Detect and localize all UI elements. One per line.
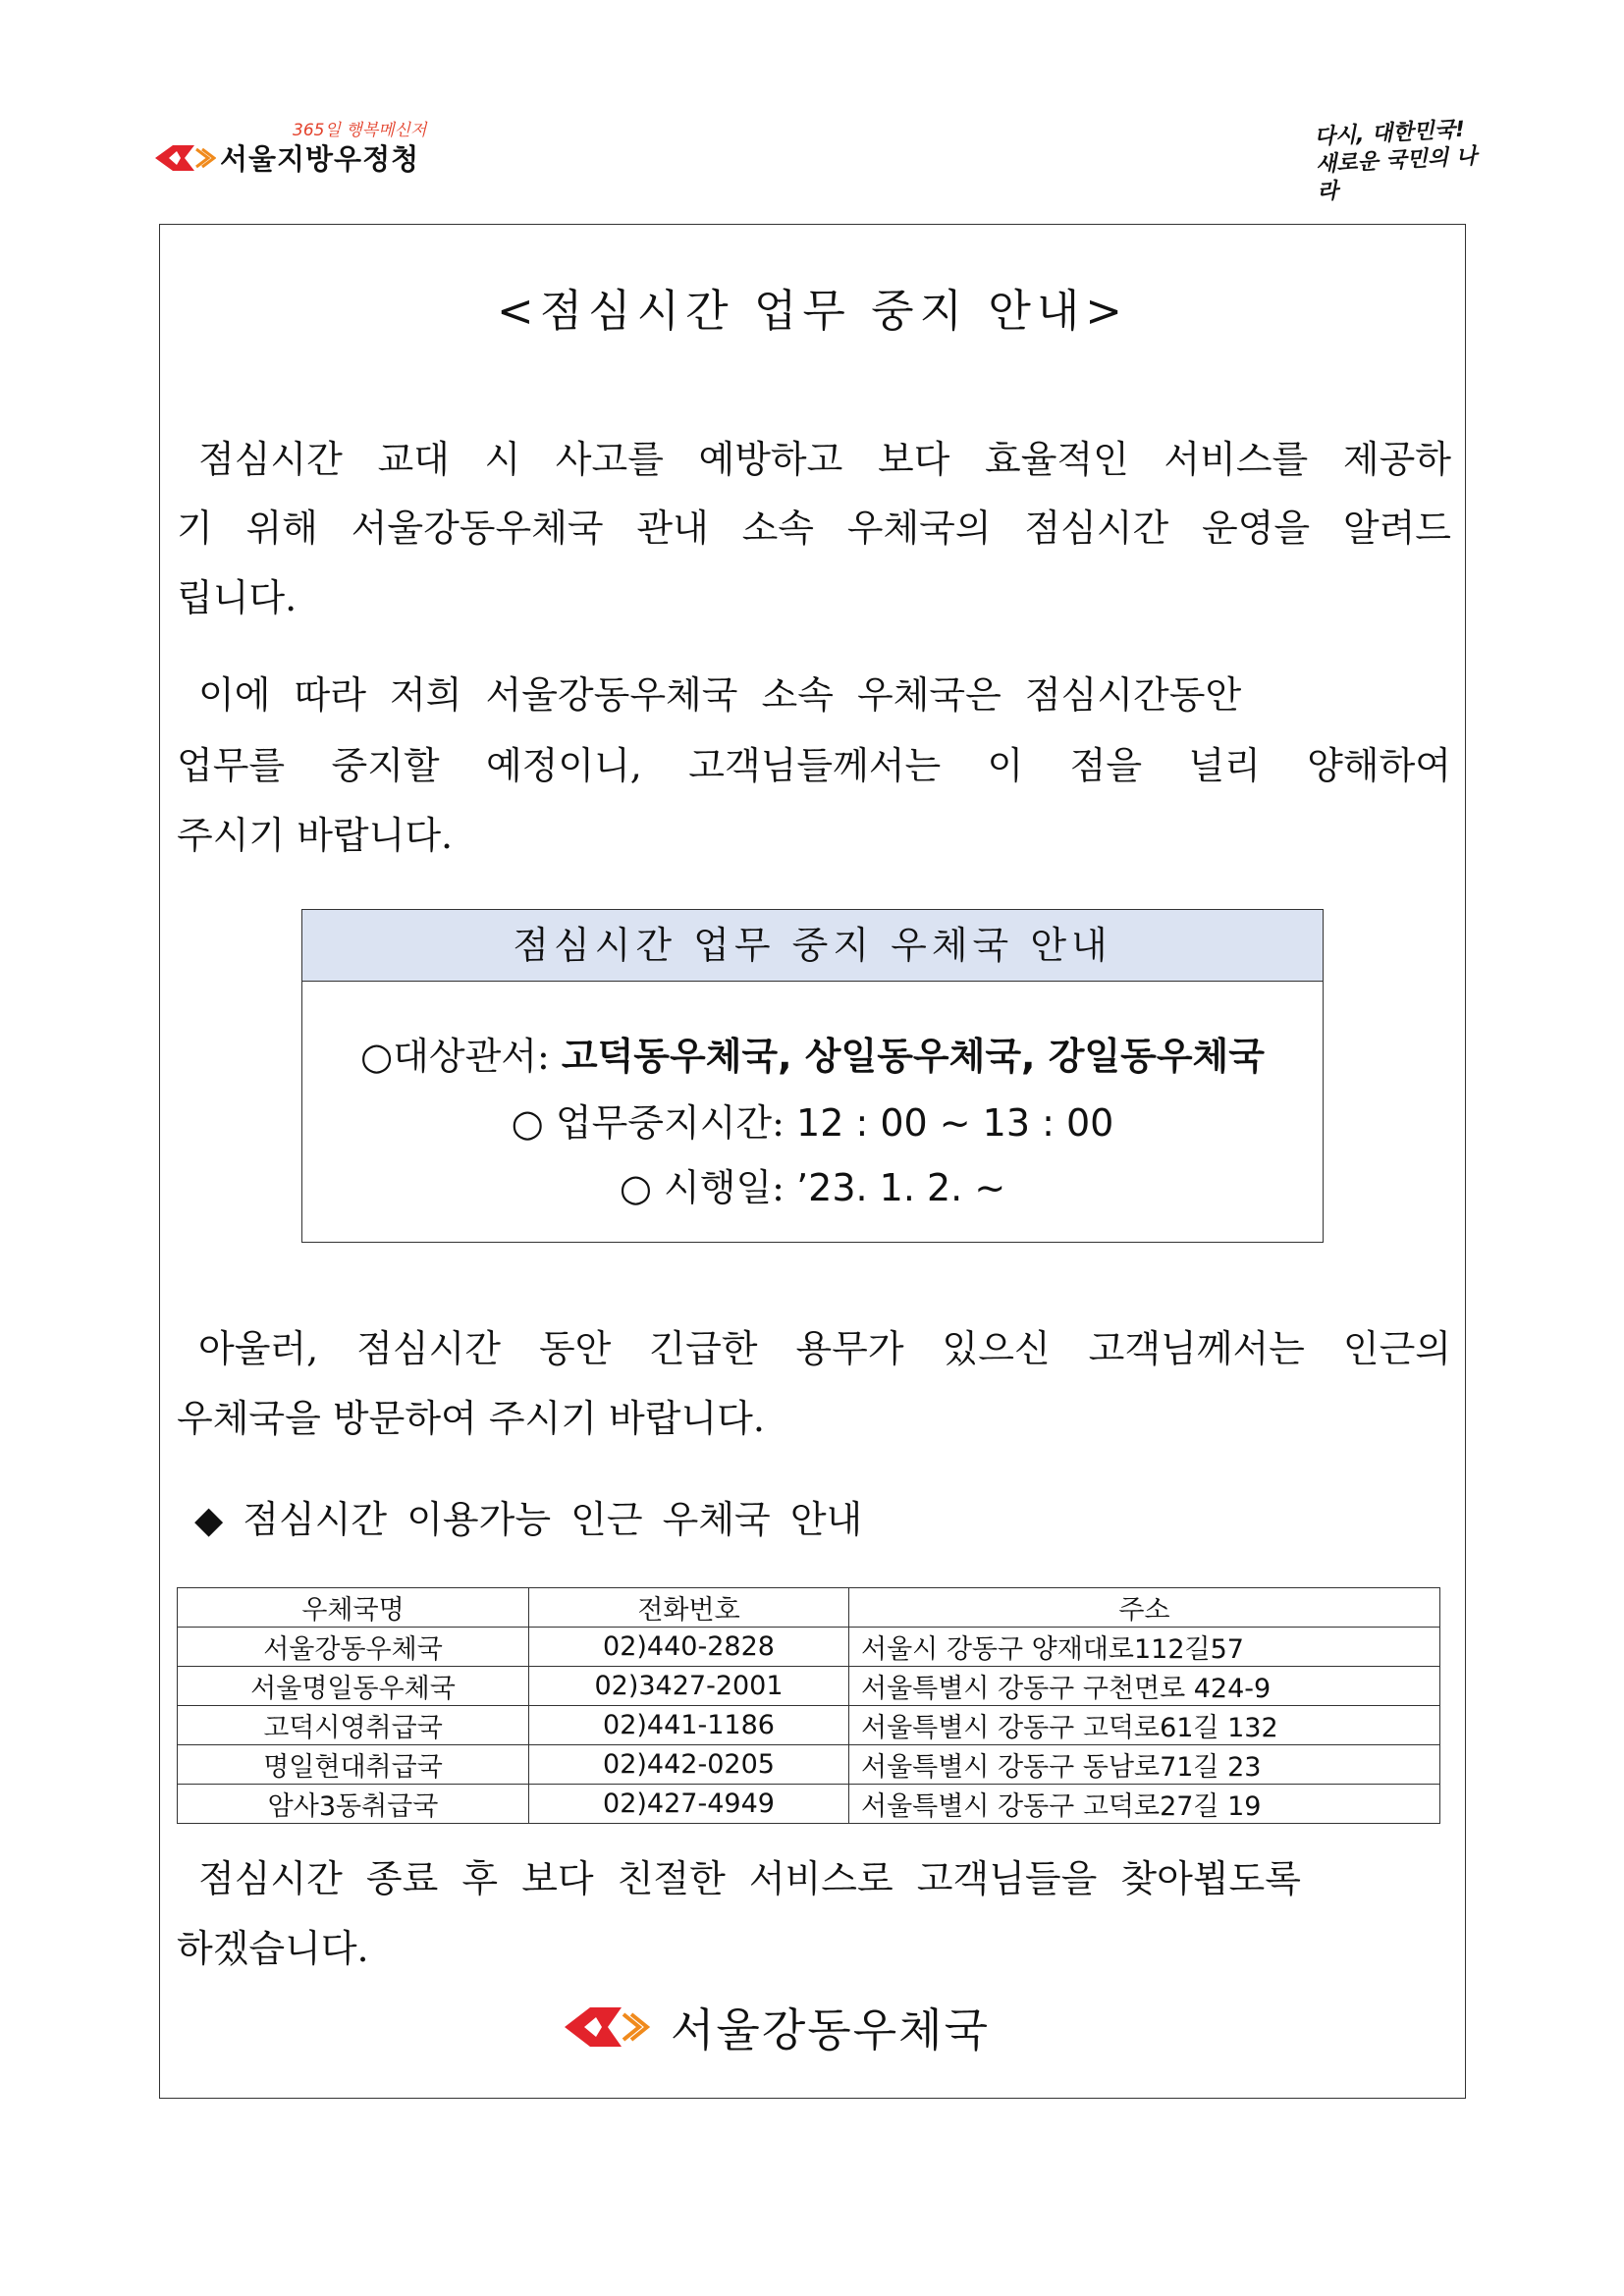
paragraph-line: 아울러, 점심시간 동안 긴급한 용무가 있으신 고객님께서는 인근의 — [198, 1327, 1451, 1370]
phone: 02)427-4949 — [529, 1785, 849, 1824]
suspension-time — [302, 1093, 1323, 1147]
office-name: 고덕시영취급국 — [178, 1706, 529, 1745]
column-header: 우체국명 — [178, 1588, 529, 1628]
address: 서울시 강동구 양재대로112길57 — [849, 1628, 1440, 1667]
effective-date — [302, 1157, 1323, 1211]
logo-slogan: 365일 행복메신저 — [293, 121, 427, 140]
label: ○대상관서: — [360, 1035, 562, 1078]
government-slogan — [1314, 115, 1489, 206]
table-row — [178, 1706, 1440, 1745]
org-name: 서울지방우정청 — [220, 142, 420, 176]
notice-box-header: 점심시간 업무 중지 우체국 안내 — [302, 910, 1323, 982]
office-name: 서울강동우체국 — [671, 2003, 991, 2056]
label: ○ 업무중지시간: — [511, 1101, 797, 1145]
table-row — [178, 1628, 1440, 1667]
phone: 02)440-2828 — [529, 1628, 849, 1667]
address: 서울특별시 강동구 고덕로61길 132 — [849, 1706, 1440, 1745]
post-logo-icon — [155, 141, 216, 175]
office-name: 암사3동취급국 — [178, 1785, 529, 1824]
document-title: <점심시간 업무 중지 안내> — [496, 285, 1129, 337]
phone: 02)3427-2001 — [529, 1667, 849, 1706]
seoul-regional-post-logo — [155, 116, 460, 185]
nearby-offices-table — [177, 1587, 1440, 1824]
office-name: 서울강동우체국 — [178, 1628, 529, 1667]
slogan-line: 새로운 국민의 나라 — [1315, 144, 1478, 205]
target-offices — [302, 1026, 1323, 1080]
table-row — [178, 1667, 1440, 1706]
table-row — [178, 1785, 1440, 1824]
table-row — [178, 1745, 1440, 1785]
paragraph-line: 이에 따라 저희 서울강동우체국 소속 우체국은 점심시간동안 — [198, 673, 1242, 717]
nearby-heading: ◆ 점심시간 이용가능 인근 우체국 안내 — [194, 1498, 863, 1541]
value: ’23. 1. 2. ~ — [796, 1166, 1006, 1209]
value: 12 : 00 ~ 13 : 00 — [796, 1101, 1114, 1145]
footer-office-logo — [565, 1993, 990, 2061]
paragraph-line: 립니다. — [177, 576, 298, 619]
paragraph-line: 주시기 바랍니다. — [177, 814, 454, 857]
paragraph-line: 우체국을 방문하여 주시기 바랍니다. — [177, 1397, 765, 1440]
column-header: 주소 — [849, 1588, 1440, 1628]
notice-box — [301, 909, 1324, 1243]
column-header: 전화번호 — [529, 1588, 849, 1628]
paragraph-line: 점심시간 종료 후 보다 친절한 서비스로 고객님들을 찾아뵙도록 — [198, 1857, 1301, 1900]
office-name: 서울명일동우체국 — [178, 1667, 529, 1706]
paragraph-line: 점심시간 교대 시 사고를 예방하고 보다 효율적인 서비스를 제공하 — [198, 438, 1451, 481]
label: ○ 시행일: — [619, 1166, 797, 1209]
post-logo-icon — [565, 2002, 653, 2052]
value: 고덕동우체국, 상일동우체국, 강일동우체국 — [561, 1035, 1265, 1078]
address: 서울특별시 강동구 동남로71길 23 — [849, 1745, 1440, 1785]
slogan-line: 다시, 대한민국! — [1313, 117, 1466, 150]
paragraph-line: 기 위해 서울강동우체국 관내 소속 우체국의 점심시간 운영을 알려드 — [177, 507, 1451, 550]
phone: 02)441-1186 — [529, 1706, 849, 1745]
paragraph-line: 업무를 중지할 예정이니, 고객님들께서는 이 점을 널리 양해하여 — [177, 744, 1451, 787]
address: 서울특별시 강동구 고덕로27길 19 — [849, 1785, 1440, 1824]
office-name: 명일현대취급국 — [178, 1745, 529, 1785]
address: 서울특별시 강동구 구천면로 424-9 — [849, 1667, 1440, 1706]
paragraph-line: 하겠습니다. — [177, 1927, 369, 1970]
phone: 02)442-0205 — [529, 1745, 849, 1785]
table-header-row — [178, 1588, 1440, 1628]
